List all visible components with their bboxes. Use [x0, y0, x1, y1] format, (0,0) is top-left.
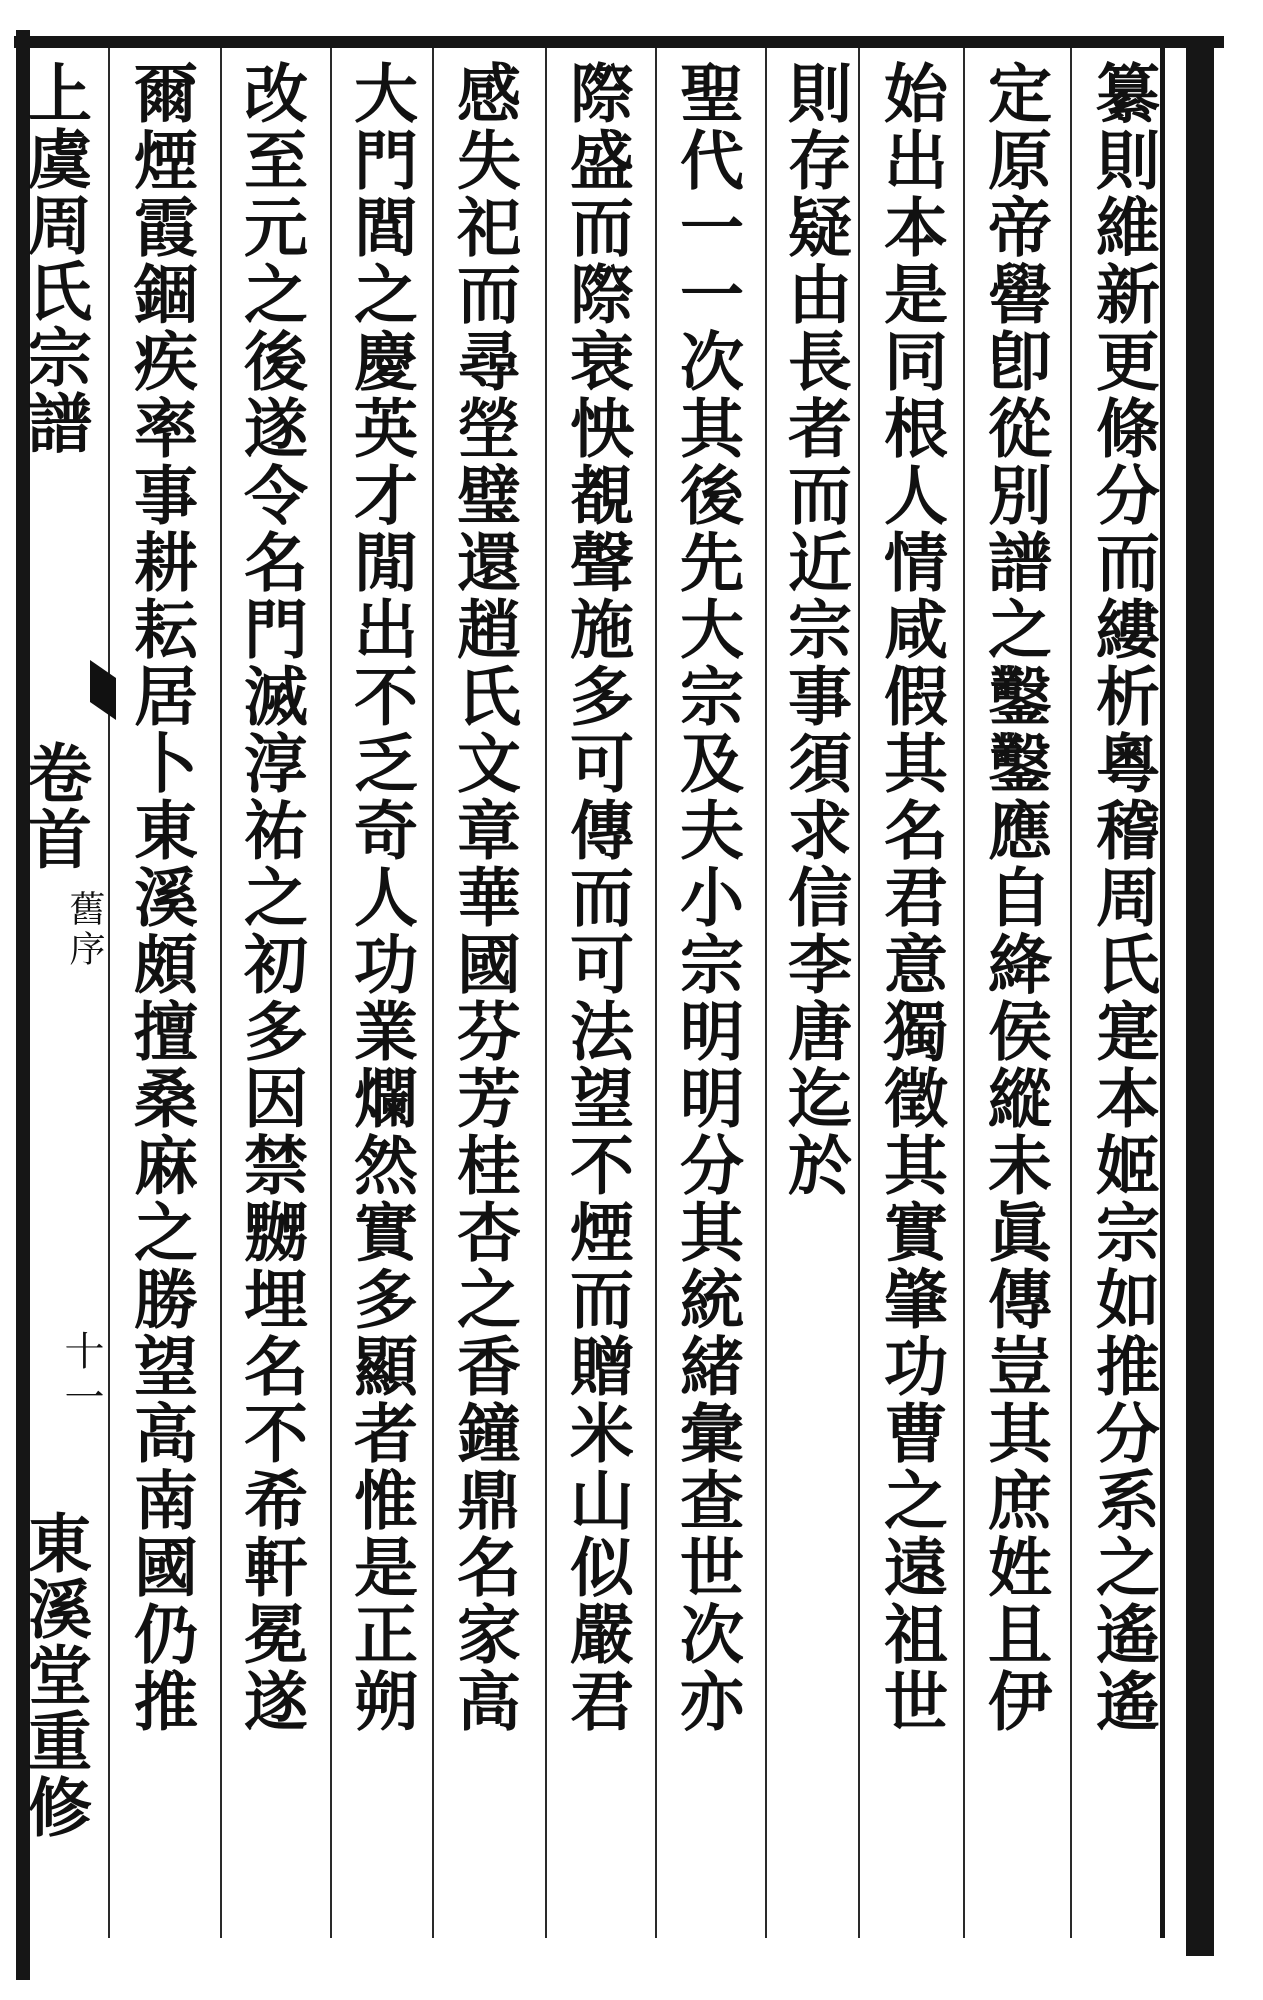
- column-divider: [655, 48, 657, 1938]
- column-divider: [963, 48, 965, 1938]
- column-divider: [858, 48, 860, 1938]
- text-column-9: 改至元之後遂令名門滅淳祐之初多因禁嬲埋名不希軒冕遂: [233, 60, 308, 1735]
- hall-name: 東溪堂重修: [17, 1510, 92, 1840]
- text-column-7: 感失祀而尋塋璧還趙氏文章華國芬芳桂杏之香鐘鼎名家高: [446, 60, 521, 1735]
- text-column-6: 際盛而際衰怏覩聲施多可傳而可法望不煙而贈米山似嚴君: [559, 60, 634, 1735]
- top-border: [14, 36, 1224, 48]
- book-title: 上虞周氏宗譜: [17, 60, 92, 456]
- text-column-8: 大門閭之慶英才閒出不乏奇人功業爛然實多顯者惟是正朔: [343, 60, 418, 1735]
- column-divider: [330, 48, 332, 1938]
- section-label: 舊序: [64, 890, 105, 970]
- text-column-2: 定原帝嚳卽從別譜之鑿鑿應自絳侯縱未眞傳豈其庶姓且伊: [977, 60, 1052, 1735]
- column-divider: [765, 48, 767, 1938]
- column-divider: [220, 48, 222, 1938]
- column-divider: [432, 48, 434, 1938]
- volume-label: 卷首: [17, 740, 92, 872]
- text-column-5: 聖代一一次其後先大宗及夫小宗明明分其統緒彙查世次亦: [669, 60, 744, 1735]
- text-column-4: 則存疑由長者而近宗事須求信李唐迄於: [777, 60, 852, 1199]
- text-column-10: 爾煙霞錮疾率事耕耘居卜東溪頗擅桑麻之勝望高南國仍推: [123, 60, 198, 1735]
- page-number: 十一: [58, 1330, 104, 1422]
- column-divider: [1070, 48, 1072, 1938]
- right-border: [1186, 36, 1214, 1956]
- text-column-1: 纂則維新更條分而縷析粵稽周氏寔本姬宗如推分系之遙遙: [1085, 60, 1160, 1735]
- column-divider: [545, 48, 547, 1938]
- text-column-3: 始出本是同根人情咸假其名君意獨徵其實肇功曹之遠祖世: [873, 60, 948, 1735]
- margin-heading: [17, 60, 105, 1960]
